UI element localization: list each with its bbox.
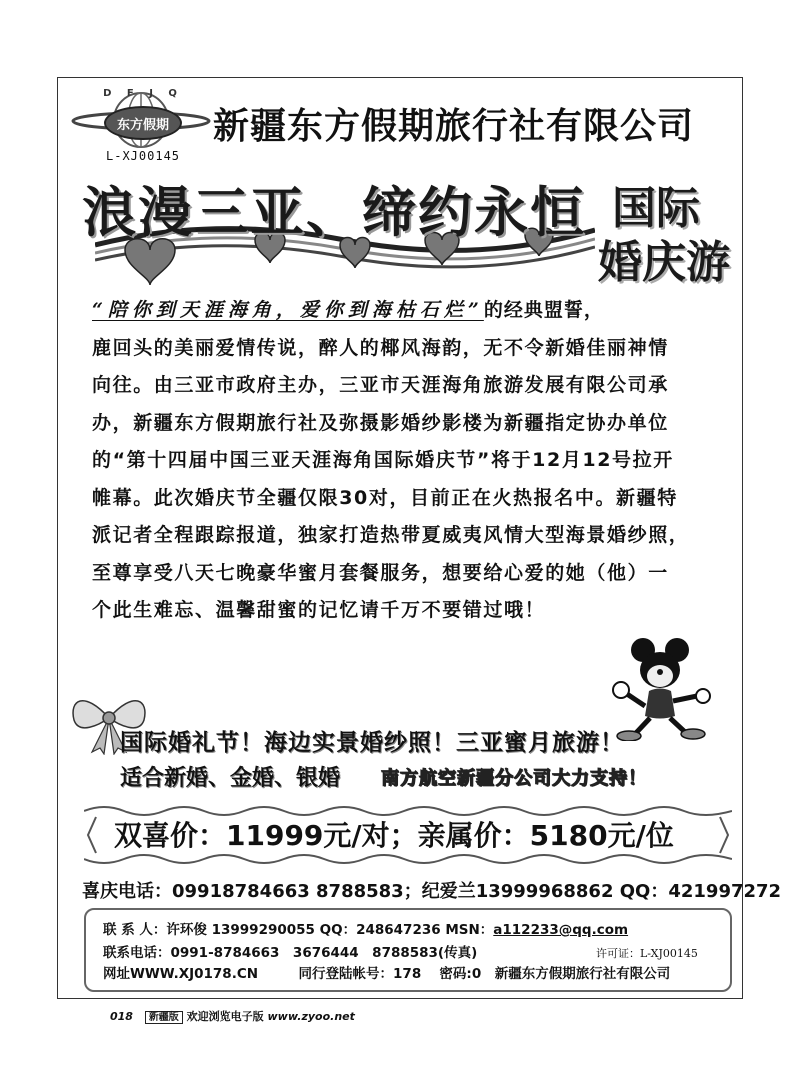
- footer-site-link[interactable]: www.zyoo.net: [267, 1010, 355, 1023]
- logo-badge: 东方假期: [104, 106, 182, 140]
- footer-text: 欢迎浏览电子版: [186, 1010, 264, 1023]
- page-footer: [110, 1008, 355, 1024]
- edition-tag: 新疆版: [145, 1011, 183, 1024]
- company-logo: [70, 86, 212, 166]
- contact-person: 联 系 人：许环俊 13999290055 QQ：248647236 MSN：: [103, 922, 494, 938]
- article-line-5: 帷幕。此次婚庆节全疆仅限30对，目前正在火热报名中。新疆特: [92, 486, 678, 509]
- article-line-6: 派记者全程跟踪报道，独家打造热带夏威夷风情大型海景婚纱照，: [92, 524, 690, 546]
- article-line-2: 向往。由三亚市政府主办，三亚市天涯海角旅游发展有限公司承: [92, 374, 669, 396]
- pledge-quote: “陪你到天涯海角，爱你到海枯石烂”: [92, 299, 484, 321]
- company-title: 新疆东方假期旅行社有限公司: [213, 106, 695, 147]
- article-line-1: 鹿回头的美丽爱情传说，醉人的椰风海韵，无不令新婚佳丽神情: [92, 336, 669, 359]
- price-text: 双喜价：11999元/对；亲属价：5180元/位: [114, 819, 674, 852]
- article-line-8: 个此生难忘、温馨甜蜜的记忆请千万不要错过哦！: [92, 599, 546, 621]
- article-line-0: [92, 292, 732, 330]
- contact-line-2: 联系电话：0991-8784663 3676444 8788583(传真): [103, 945, 478, 961]
- contact-line-3: 网址WWW.XJ0178.CN 同行登陆帐号：178 密码:0 新疆东方假期旅行社有限公司: [103, 966, 671, 982]
- article-line-4: 的“第十四届中国三亚天涯海角国际婚庆节”将于12月12号拉开: [92, 449, 674, 471]
- slogan-line-1: 国际婚礼节！海边实景婚纱照！三亚蜜月旅游！: [120, 730, 624, 756]
- contact-line-1: [103, 918, 628, 938]
- airline-support: 南方航空新疆分公司大力支持！: [381, 768, 647, 789]
- banner-guoji: 国际: [612, 183, 700, 234]
- page-number: 018: [110, 1010, 133, 1023]
- pledge-after: 的经典盟誓，: [483, 299, 604, 321]
- logo-letters: D F J Q: [103, 88, 183, 99]
- banner-hunqing: 婚庆游: [598, 237, 730, 288]
- license-number: 许可证：L-XJ00145: [596, 947, 698, 960]
- email-link[interactable]: a112233@qq.com: [493, 922, 629, 938]
- logo-code: L-XJ00145: [106, 149, 181, 163]
- article-line-3: 办，新疆东方假期旅行社及弥摄影婚纱影楼为新疆指定协办单位: [92, 411, 669, 434]
- article-line-7: 至尊享受八天七晚豪华蜜月套餐服务，想要给心爱的她（他）一: [92, 561, 669, 584]
- hotline-phones: 喜庆电话：09918784663 8788583；纪爱兰13999968862 QQ：421997272: [82, 881, 782, 902]
- article-body: [92, 292, 732, 630]
- slogan-line-2: 适合新婚、金婚、银婚: [120, 766, 341, 791]
- banner-title: 浪漫三亚、缔约永恒: [82, 180, 586, 244]
